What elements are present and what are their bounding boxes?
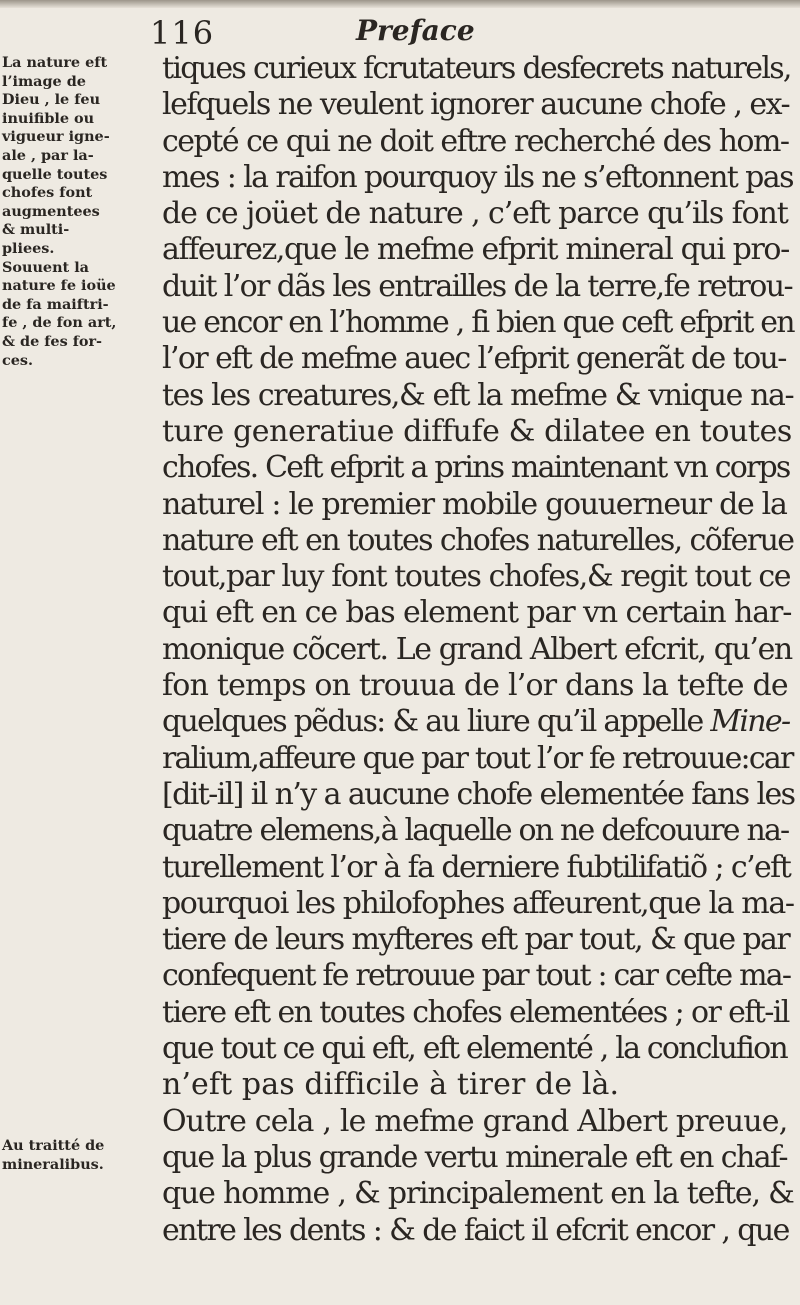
text-line: entre les dents : & de faict il efcrit encor , que xyxy=(162,1212,789,1248)
margin-note-line: fe , de fon art, xyxy=(2,314,117,332)
text-line: tes les creatures,& eft la mefme & vnique na- xyxy=(162,377,794,413)
text-line: duit l’or dãs les entrailles de la terre,fe retrou- xyxy=(162,268,793,304)
text-line: pourquoi les philofophes affeurent,que la ma- xyxy=(162,885,794,921)
margin-note-line: quelle toutes xyxy=(2,165,108,183)
margin-note-line: de fa maiftri- xyxy=(2,295,109,313)
text-line: ue encor en l’homme , fi bien que ceft efprit en xyxy=(162,305,794,341)
margin-note-line: augmentees xyxy=(2,202,100,220)
text-line: n’eft pas difficile à tirer de là. xyxy=(162,1067,620,1103)
margin-note-line: Souuent la xyxy=(2,258,89,276)
text-line: tiere eft en toutes chofes elementées ; or eft-il xyxy=(162,994,789,1030)
text-line: qui eft en ce bas element par vn certain har- xyxy=(162,595,792,631)
text-line: monique cõcert. Le grand Albert efcrit, qu’en xyxy=(162,631,792,667)
text-line: tiere de leurs myfteres eft par tout, & que par xyxy=(162,922,790,958)
margin-note-line: chofes font xyxy=(2,184,93,202)
text-line: que la plus grande vertu minerale eft en chaf- xyxy=(162,1139,787,1175)
margin-note-line: mineralibus. xyxy=(2,1155,104,1173)
text-line-with-italic xyxy=(162,704,794,740)
margin-notes xyxy=(2,54,158,1173)
text-line: fon temps on trouua de l’or dans la tefte de xyxy=(162,668,788,704)
margin-note-line: & multi- xyxy=(2,221,70,239)
margin-note-line: pliees. xyxy=(2,239,55,257)
margin-note-line: Dieu , le feu xyxy=(2,91,101,109)
margin-note-line: La nature eft xyxy=(2,54,108,71)
text-line: tout,par luy font toutes chofes,& regit tout ce xyxy=(162,559,791,595)
margin-note-line: inuifible ou xyxy=(2,109,95,127)
text-line: chofes. Ceft efprit a prins maintenant vn corps xyxy=(162,450,790,486)
text-line: Outre cela , le mefme grand Albert preuue, xyxy=(162,1103,788,1139)
page-header xyxy=(0,8,800,50)
italic-word: Mine- xyxy=(710,704,790,740)
text-line: tiques curieux fcrutateurs desfecrets naturels, xyxy=(162,51,791,86)
text-line: cepté ce qui ne doit eftre recherché des hom- xyxy=(162,123,789,159)
text-line: l’or eft de mefme auec l’efprit generãt de tou- xyxy=(162,341,786,377)
text-line: nature eft en toutes chofes naturelles, cõferue xyxy=(162,522,794,558)
margin-note-line: ces. xyxy=(2,351,34,369)
margin-note-line: & de fes for- xyxy=(2,332,103,350)
margin-note-mineralibus xyxy=(2,1137,162,1174)
margin-note-line: Au traitté de xyxy=(2,1137,105,1154)
text-line: que tout ce qui eft, eft elementé , la conclufion xyxy=(162,1031,787,1067)
text-line: [dit-il] il n’y a aucune chofe elementée fans les xyxy=(162,776,795,812)
text-segment: quelques pẽdus: & au liure qu’il appelle xyxy=(162,704,703,740)
margin-note-nature xyxy=(2,54,158,370)
text-line: lefquels ne veulent ignorer aucune chofe , ex- xyxy=(162,87,790,123)
page-number: 116 xyxy=(150,14,215,52)
margin-note-line: vigueur igne- xyxy=(2,128,110,146)
text-line: affeurez,que le mefme efprit mineral qui pro- xyxy=(162,232,789,268)
text-line: confequent fe retrouue par tout : car cefte ma- xyxy=(162,958,791,994)
text-line: quatre elemens,à laquelle on ne defcouure na- xyxy=(162,813,789,849)
margin-note-line: ale , par la- xyxy=(2,146,94,164)
text-line: ture generatiue diffufe & dilatee en toutes xyxy=(162,413,792,449)
text-line: de ce joüet de nature , c’eft parce qu’ils font xyxy=(162,196,788,232)
body-text xyxy=(162,51,794,1249)
text-line: mes : la raifon pourquoy ils ne s’eftonnent pas xyxy=(162,159,793,195)
margin-note-line: l’image de xyxy=(2,72,86,90)
text-line: turellement l’or à fa derniere fubtilifatiõ ; c’eft xyxy=(162,849,791,885)
text-line: ralium,affeure que par tout l’or fe retrouue:car xyxy=(162,740,793,776)
text-line: que homme , & principalement en la tefte, & xyxy=(162,1176,794,1212)
page-top-edge xyxy=(0,0,800,8)
text-line: naturel : le premier mobile gouuerneur de la xyxy=(162,486,787,522)
margin-note-line: nature fe ioüe xyxy=(2,277,116,295)
running-title: Preface xyxy=(356,14,475,47)
